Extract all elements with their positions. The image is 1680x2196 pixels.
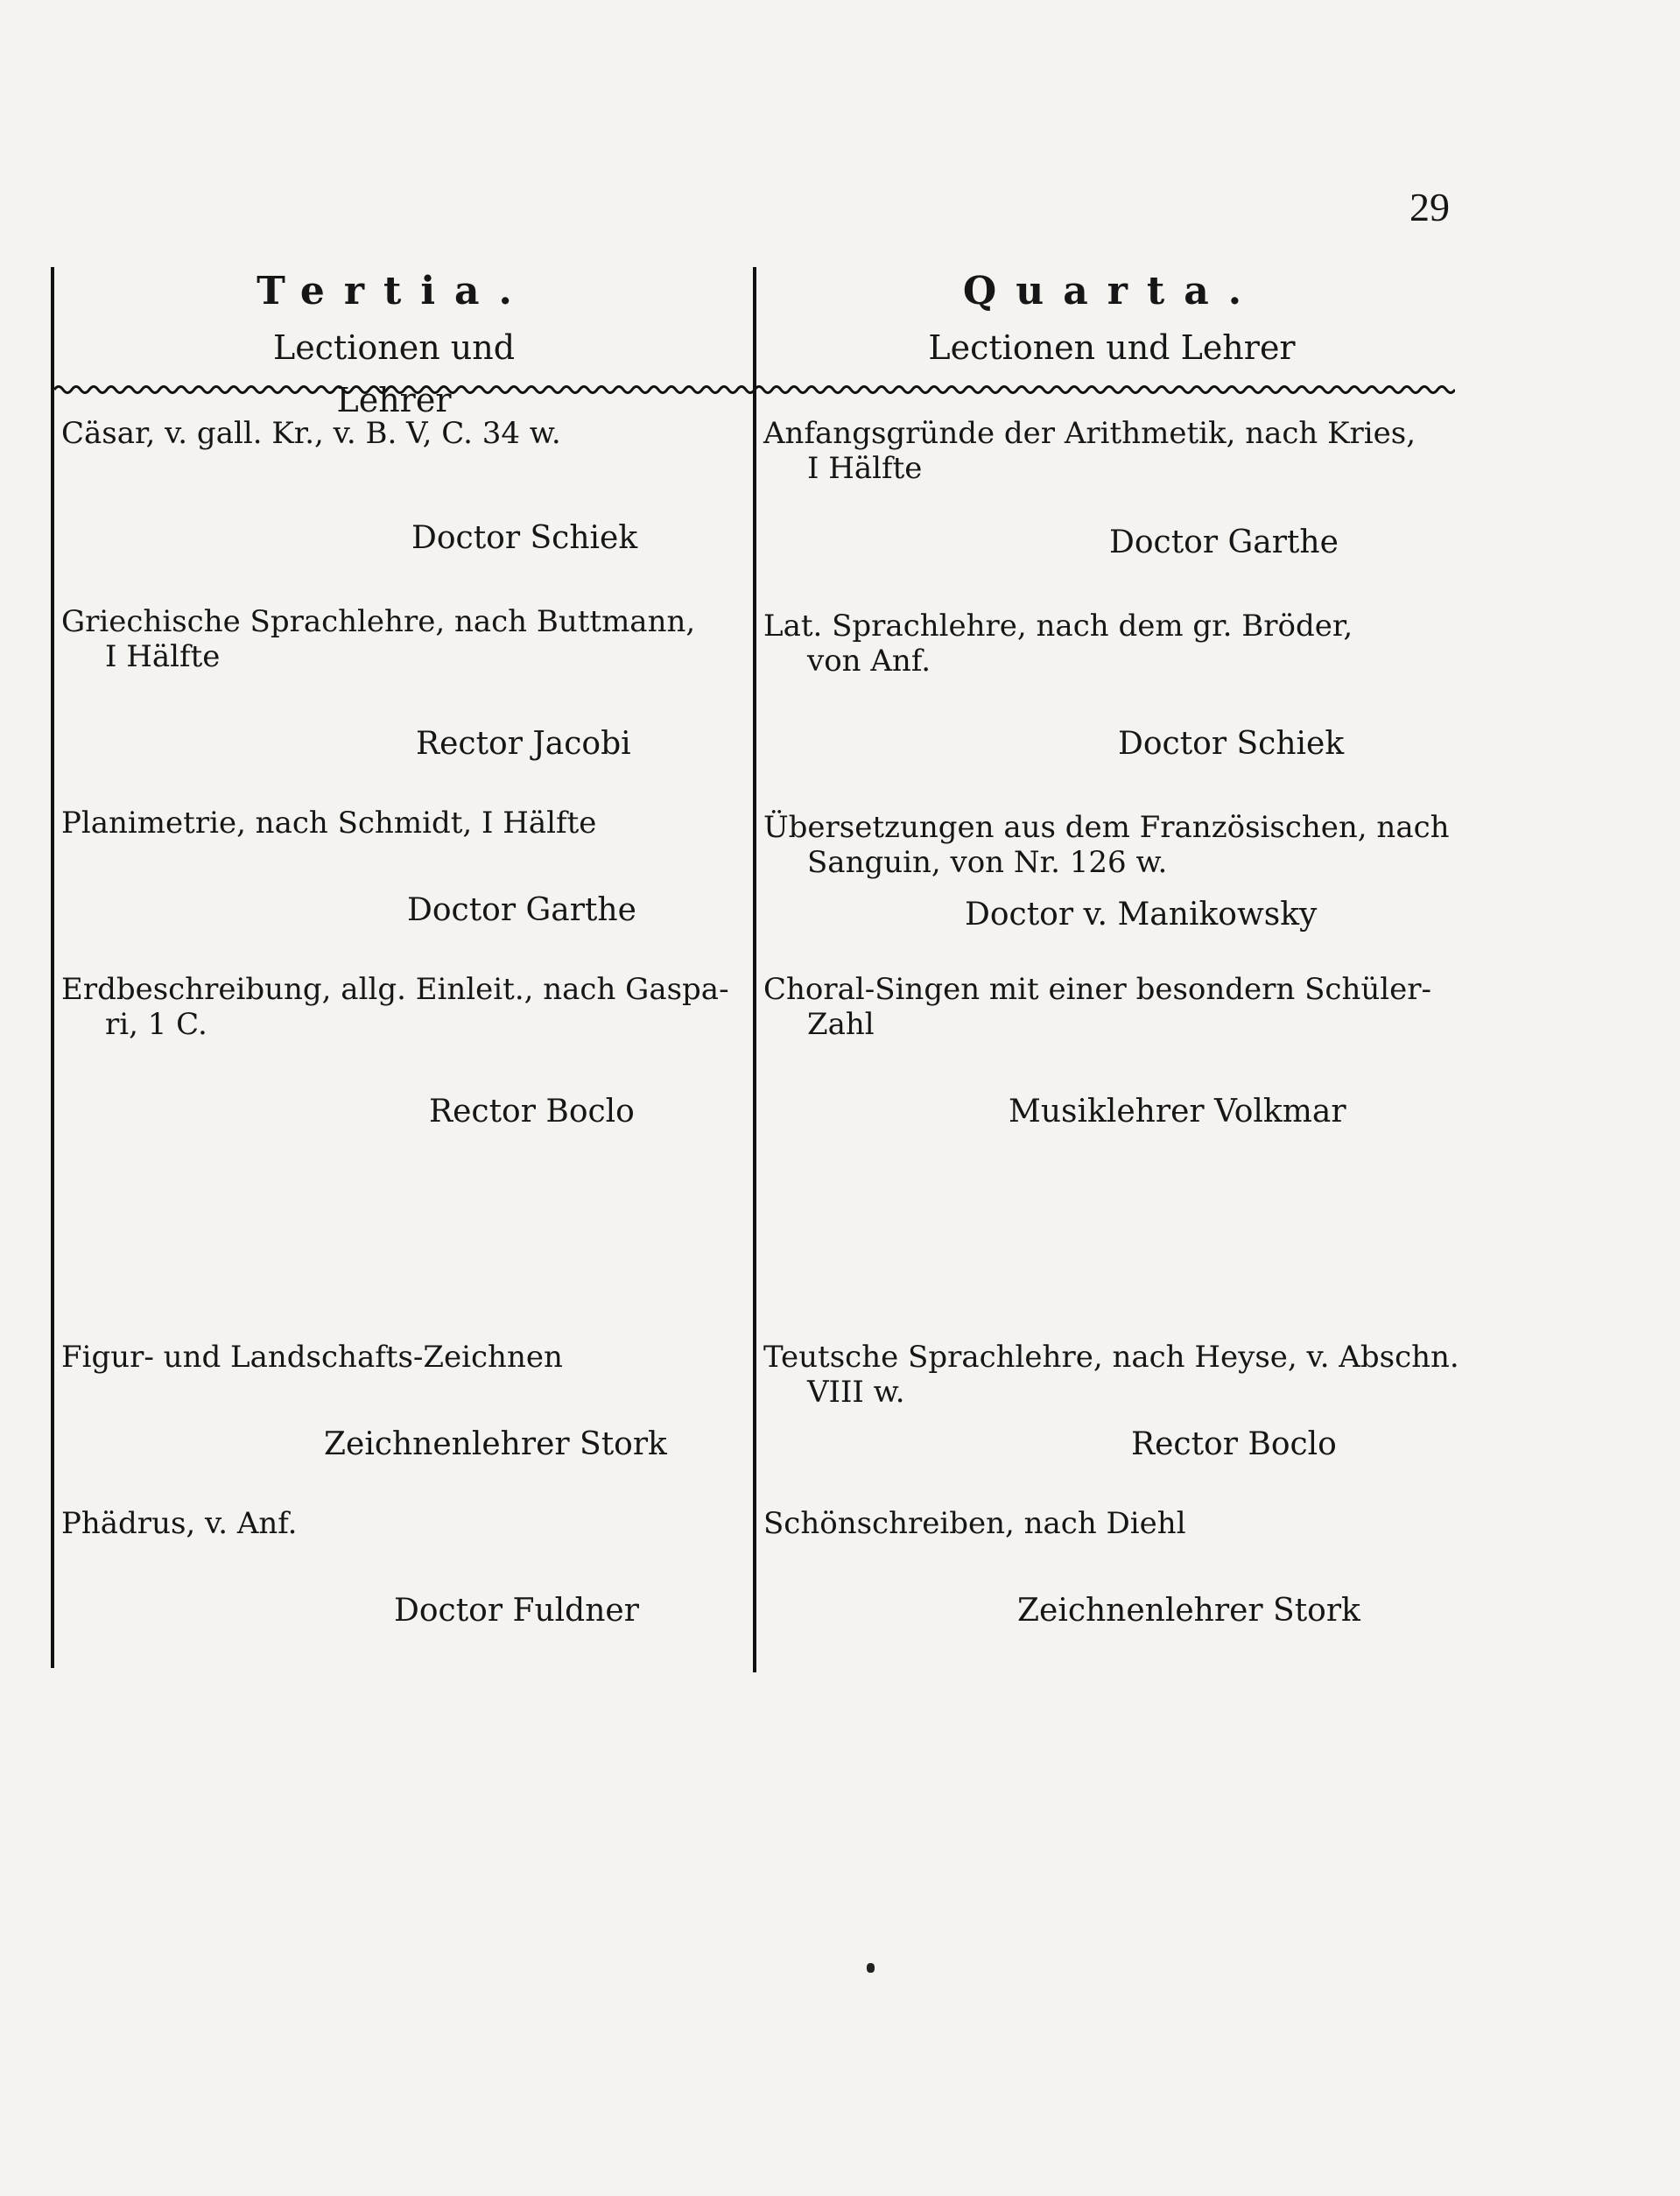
list-item — [763, 1506, 1360, 1629]
lesson-line: Erdbeschreibung, allg. Einleit., nach Gaspa- — [61, 972, 729, 1007]
lesson-line: Planimetrie, nach Schmidt, I Hälfte — [61, 806, 597, 841]
list-item — [61, 1506, 639, 1629]
list-item — [61, 972, 797, 1130]
lesson-continuation: ri, 1 C. — [105, 1007, 207, 1042]
list-item — [61, 416, 638, 556]
teacher-name: Rector Boclo — [429, 1094, 635, 1130]
teacher-name: Doctor Garthe — [1109, 524, 1339, 560]
lesson-line: Figur- und Landschafts-Zeichnen — [61, 1340, 563, 1375]
teacher-name: Doctor Garthe — [407, 892, 636, 928]
quarta-title: Quarta. — [962, 269, 1262, 313]
ink-speck — [867, 1963, 875, 1973]
lesson-continuation: Zahl — [807, 1007, 875, 1042]
list-item — [763, 972, 1499, 1130]
lesson-continuation: I Hälfte — [807, 451, 923, 486]
left-border-rule — [51, 267, 54, 1668]
quarta-subtitle: Lectionen und Lehrer — [928, 328, 1296, 367]
teacher-name: Rector Jacobi — [416, 726, 631, 762]
teacher-name: Doctor Schiek — [411, 520, 638, 556]
lesson-continuation: I Hälfte — [105, 639, 221, 674]
wavy-divider-rule — [54, 384, 1455, 396]
lesson-continuation: VIII w. — [807, 1375, 905, 1410]
list-item — [763, 1340, 1499, 1462]
lesson-continuation: Sanguin, von Nr. 126 w. — [807, 845, 1168, 880]
lesson-line: Anfangsgründe der Arithmetik, nach Kries, — [763, 416, 1416, 451]
list-item — [763, 810, 1499, 933]
lesson-line: Übersetzungen aus dem Französischen, nach — [763, 810, 1450, 845]
teacher-name: Zeichnenlehrer Stork — [1017, 1593, 1360, 1629]
column-divider-rule — [753, 267, 756, 1672]
tertia-header — [219, 267, 569, 426]
teacher-name: Rector Boclo — [1131, 1426, 1337, 1462]
lesson-line: Cäsar, v. gall. Kr., v. B. V, C. 34 w. — [61, 416, 561, 451]
tertia-subtitle: Lectionen und Lehrer — [272, 328, 516, 419]
tertia-title: Tertia. — [257, 269, 531, 313]
lesson-line: Griechische Sprachlehre, nach Buttmann, — [61, 604, 696, 639]
lesson-line: Lat. Sprachlehre, nach dem gr. Bröder, — [763, 609, 1353, 644]
teacher-name: Zeichnenlehrer Stork — [324, 1426, 667, 1462]
lesson-continuation: von Anf. — [807, 644, 931, 679]
lesson-line: Phädrus, v. Anf. — [61, 1506, 298, 1541]
teacher-name: Musiklehrer Volkmar — [1009, 1094, 1346, 1130]
list-item — [763, 416, 1499, 560]
lesson-line: Choral-Singen mit einer besondern Schüler- — [763, 972, 1431, 1007]
list-item — [61, 806, 636, 928]
page-number: 29 — [1409, 185, 1450, 229]
quarta-header — [893, 267, 1331, 374]
teacher-name: Doctor Fuldner — [394, 1593, 639, 1629]
lesson-line: Schönschreiben, nach Diehl — [763, 1506, 1186, 1541]
list-item — [61, 1340, 667, 1462]
list-item — [763, 609, 1499, 762]
teacher-name: Doctor Schiek — [1118, 726, 1345, 762]
lesson-line: Teutsche Sprachlehre, nach Heyse, v. Abschn. — [763, 1340, 1459, 1375]
list-item — [61, 604, 797, 762]
teacher-name: Doctor v. Manikowsky — [965, 897, 1318, 933]
